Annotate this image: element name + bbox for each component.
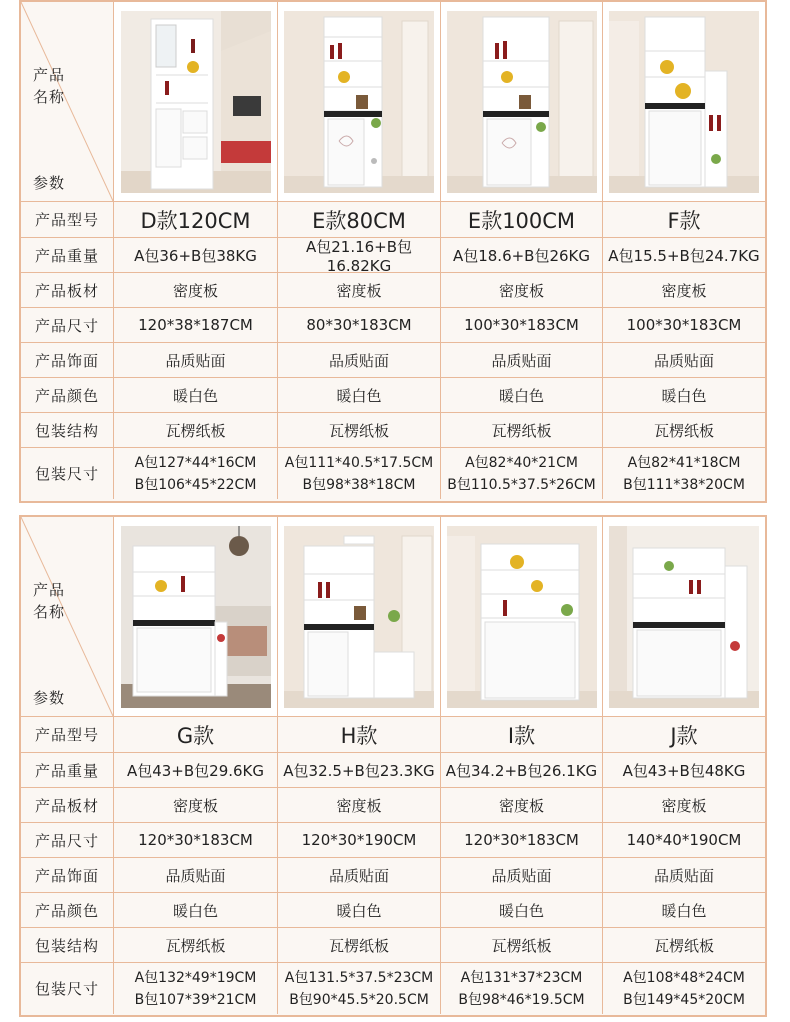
product-photo (609, 526, 759, 708)
model-value: F款 (667, 208, 701, 233)
pack-a-value: A包111*40.5*17.5CM (284, 454, 434, 471)
material-value: 密度板 (172, 281, 218, 300)
row-label: 产品饰面 (34, 351, 99, 370)
row-weight (21, 752, 765, 787)
finish-value: 品质贴面 (491, 866, 552, 885)
product-image-cell (113, 517, 277, 716)
package-value: 瓦楞纸板 (165, 936, 226, 955)
param-label: 参数 (33, 174, 66, 192)
size-value: 100*30*183CM (626, 316, 742, 334)
material-value: 密度板 (661, 796, 707, 815)
row-label: 产品板材 (34, 281, 99, 300)
pack-b-value: B包98*38*18CM (302, 476, 416, 493)
weight-value: A包43+B包48KG (622, 761, 746, 780)
weight-value: A包34.2+B包26.1KG (445, 761, 598, 780)
product-photo (121, 11, 271, 193)
finish-value: 品质贴面 (328, 351, 389, 370)
pack-a-value: A包131*37*23CM (460, 969, 583, 986)
product-image-cell (113, 2, 277, 201)
finish-value: 品质贴面 (653, 351, 714, 370)
size-value: 80*30*183CM (306, 316, 412, 334)
size-value: 100*30*183CM (464, 316, 579, 334)
product-image-row (21, 517, 765, 716)
material-value: 密度板 (336, 281, 382, 300)
row-finish (21, 342, 765, 377)
product-photo (447, 526, 597, 708)
weight-value: A包32.5+B包23.3KG (283, 761, 435, 780)
package-value: 瓦楞纸板 (491, 936, 552, 955)
size-value: 120*38*187CM (138, 316, 253, 334)
row-package-size (21, 447, 765, 499)
row-package-size (21, 962, 765, 1014)
row-label: 产品尺寸 (34, 831, 99, 850)
row-color (21, 377, 765, 412)
row-label: 产品颜色 (34, 386, 99, 405)
row-label: 产品颜色 (34, 901, 99, 920)
row-weight (21, 237, 765, 272)
row-label: 产品重量 (34, 761, 99, 780)
pack-b-value: B包111*38*20CM (623, 476, 745, 493)
row-label: 包装结构 (34, 936, 99, 955)
row-model (21, 201, 765, 237)
product-photo (284, 11, 434, 193)
material-value: 密度板 (661, 281, 707, 300)
product-image-row (21, 2, 765, 201)
size-value: 120*30*190CM (301, 831, 417, 849)
row-finish (21, 857, 765, 892)
product-name-label: 产品 名称 (33, 66, 66, 106)
finish-value: 品质贴面 (653, 866, 714, 885)
row-package (21, 927, 765, 962)
row-label: 产品尺寸 (34, 316, 99, 335)
pack-b-value: B包107*39*21CM (134, 991, 257, 1008)
color-value: 暖白色 (498, 901, 544, 920)
model-value: D款120CM (140, 208, 251, 233)
row-label: 产品饰面 (34, 866, 99, 885)
color-value: 暖白色 (336, 386, 382, 405)
finish-value: 品质贴面 (165, 351, 226, 370)
product-name-label: 产品 名称 (33, 581, 66, 621)
package-value: 瓦楞纸板 (653, 421, 714, 440)
product-photo (609, 11, 759, 193)
spec-table-1 (19, 0, 767, 503)
weight-value: A包18.6+B包26KG (452, 246, 591, 265)
material-value: 密度板 (498, 281, 544, 300)
size-value: 140*40*190CM (626, 831, 742, 849)
size-value: 120*30*183CM (464, 831, 579, 849)
pack-a-value: A包82*41*18CM (627, 454, 741, 471)
product-image-cell (602, 2, 765, 201)
row-material (21, 787, 765, 822)
row-label: 产品型号 (34, 726, 99, 744)
finish-value: 品质贴面 (165, 866, 226, 885)
header-corner-cell (21, 2, 113, 201)
model-value: J款 (670, 723, 698, 748)
product-image-cell (602, 517, 765, 716)
model-value: H款 (340, 723, 378, 748)
row-label: 包装结构 (34, 421, 99, 440)
product-image-cell (440, 517, 602, 716)
weight-value: A包43+B包29.6KG (126, 761, 265, 780)
row-label: 产品板材 (34, 796, 99, 815)
package-value: 瓦楞纸板 (328, 421, 389, 440)
product-image-cell (277, 517, 440, 716)
row-label: 产品型号 (34, 211, 99, 229)
color-value: 暖白色 (661, 901, 707, 920)
model-value: G款 (176, 723, 215, 748)
row-package (21, 412, 765, 447)
row-material (21, 272, 765, 307)
pack-b-value: B包98*46*19.5CM (458, 991, 585, 1008)
row-label: 产品重量 (34, 246, 99, 265)
row-model (21, 716, 765, 752)
pack-a-value: A包132*49*19CM (134, 969, 257, 986)
weight-value: A包21.16+B包16.82KG (305, 238, 413, 272)
row-size (21, 307, 765, 342)
param-label: 参数 (33, 689, 66, 707)
color-value: 暖白色 (498, 386, 544, 405)
pack-a-value: A包108*48*24CM (623, 969, 745, 986)
pack-b-value: B包106*45*22CM (134, 476, 257, 493)
package-value: 瓦楞纸板 (491, 421, 552, 440)
package-value: 瓦楞纸板 (165, 421, 226, 440)
header-corner-cell (21, 517, 113, 716)
weight-value: A包15.5+B包24.7KG (608, 246, 760, 265)
size-value: 120*30*183CM (138, 831, 253, 849)
product-image-cell (440, 2, 602, 201)
package-value: 瓦楞纸板 (328, 936, 389, 955)
material-value: 密度板 (172, 796, 218, 815)
product-photo (447, 11, 597, 193)
pack-b-value: B包149*45*20CM (623, 991, 745, 1008)
pack-b-value: B包110.5*37.5*26CM (447, 476, 596, 493)
pack-a-value: A包82*40*21CM (465, 454, 578, 471)
finish-value: 品质贴面 (328, 866, 389, 885)
color-value: 暖白色 (336, 901, 382, 920)
spec-table-2 (19, 515, 767, 1017)
material-value: 密度板 (498, 796, 544, 815)
row-color (21, 892, 765, 927)
pack-b-value: B包90*45.5*20.5CM (289, 991, 429, 1008)
row-label: 包装尺寸 (34, 465, 99, 483)
product-photo (121, 526, 271, 708)
pack-a-value: A包131.5*37.5*23CM (284, 969, 434, 986)
weight-value: A包36+B包38KG (134, 246, 257, 265)
row-size (21, 822, 765, 857)
finish-value: 品质贴面 (491, 351, 552, 370)
material-value: 密度板 (336, 796, 382, 815)
model-value: I款 (507, 723, 536, 748)
model-value: E款80CM (312, 208, 406, 233)
row-label: 包装尺寸 (34, 980, 99, 998)
color-value: 暖白色 (172, 901, 218, 920)
color-value: 暖白色 (172, 386, 218, 405)
model-value: E款100CM (467, 208, 576, 233)
product-image-cell (277, 2, 440, 201)
product-photo (284, 526, 434, 708)
color-value: 暖白色 (661, 386, 707, 405)
package-value: 瓦楞纸板 (653, 936, 714, 955)
pack-a-value: A包127*44*16CM (134, 454, 257, 471)
